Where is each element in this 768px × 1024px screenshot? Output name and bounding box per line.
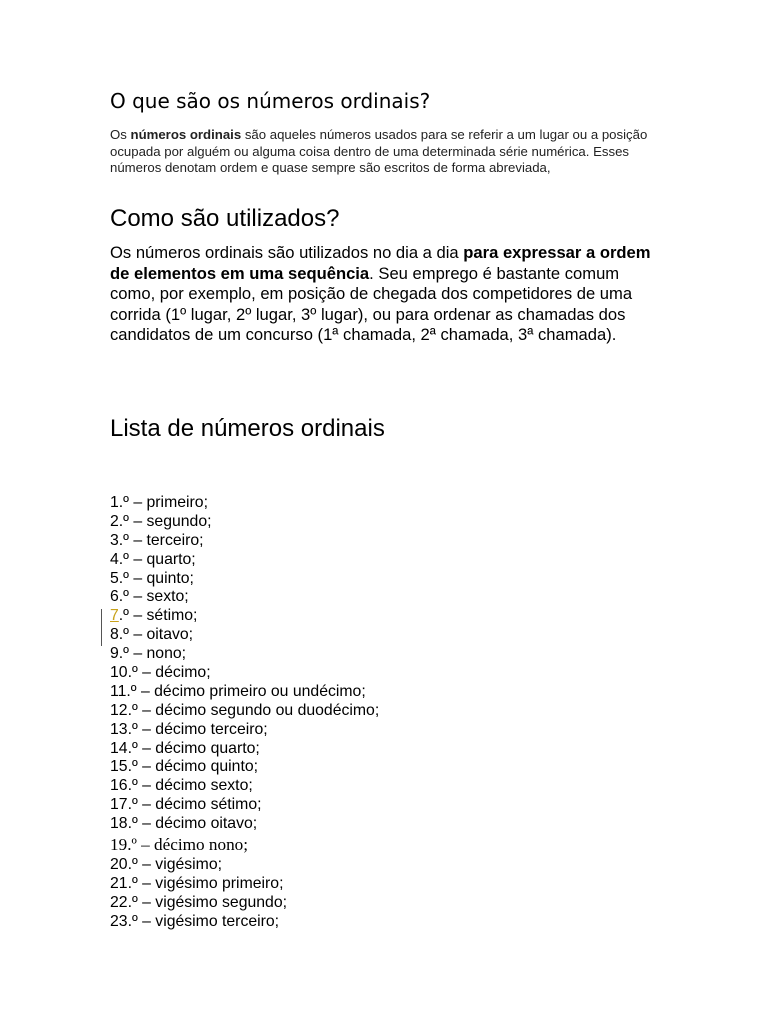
list-item: 8.º – oitavo; (110, 626, 194, 644)
text-cursor (101, 609, 102, 646)
list-item: 21.º – vigésimo primeiro; (110, 875, 284, 893)
list-item (110, 607, 379, 626)
page-title: O que são os números ordinais? (110, 89, 431, 113)
intro-prefix: Os (110, 127, 131, 142)
list-item: 4.º – quarto; (110, 550, 196, 568)
usage-heading: Como são utilizados? (110, 205, 340, 232)
list-item: 6.º – sexto; (110, 588, 189, 606)
list-item: 16.º – décimo sexto; (110, 777, 253, 795)
list-item-rest: .º – sétimo; (118, 607, 198, 625)
intro-paragraph (110, 127, 650, 177)
list-item: 13.º – décimo terceiro; (110, 720, 268, 738)
list-item: 5.º – quinto; (110, 569, 194, 587)
intro-bold: números ordinais (130, 127, 242, 142)
ordinal-list (110, 494, 379, 932)
usage-paragraph (110, 243, 668, 346)
list-item: 10.º – décimo; (110, 664, 211, 682)
list-item: 14.º – décimo quarto; (110, 739, 260, 757)
intro-suffix: são aqueles números usados para se referir a um lugar ou a posição ocupada por alguém ou alguma coisa dentro de uma determinada série numérica. Esses números denotam ordem e quase sempre são escritos de forma abreviada, (110, 127, 648, 176)
list-item: 22.º – vigésimo segundo; (110, 894, 288, 912)
list-item: 12.º – décimo segundo ou duodécimo; (110, 701, 380, 719)
list-item: 23.º – vigésimo terceiro; (110, 913, 280, 931)
list-item: 19.º – décimo nono; (110, 835, 249, 855)
usage-suffix: . Seu emprego é bastante comum como, por exemplo, em posição de chegada dos competidores de uma corrida (1º lugar, 2º lugar, 3º lugar), ou para ordenar as chamadas dos candidatos de um concurso (1ª chamada, 2ª chamada, 3ª chamada). (110, 263, 633, 345)
list-item: 15.º – décimo quinto; (110, 758, 259, 776)
list-item: 20.º – vigésimo; (110, 856, 223, 874)
list-item: 9.º – nono; (110, 645, 187, 663)
usage-bold: para expressar a ordem de elementos em uma sequência (110, 243, 651, 283)
list-item: 11.º – décimo primeiro ou undécimo; (110, 682, 366, 700)
list-item: 18.º – décimo oitavo; (110, 815, 258, 833)
list-item: 17.º – décimo sétimo; (110, 796, 262, 814)
list-item: 1.º – primeiro; (110, 494, 208, 511)
usage-prefix: Os números ordinais são utilizados no dia a dia (110, 243, 464, 262)
list-heading: Lista de números ordinais (110, 415, 385, 442)
highlighted-number[interactable]: 7 (110, 607, 119, 625)
list-item: 2.º – segundo; (110, 512, 212, 530)
list-item: 3.º – terceiro; (110, 531, 204, 549)
